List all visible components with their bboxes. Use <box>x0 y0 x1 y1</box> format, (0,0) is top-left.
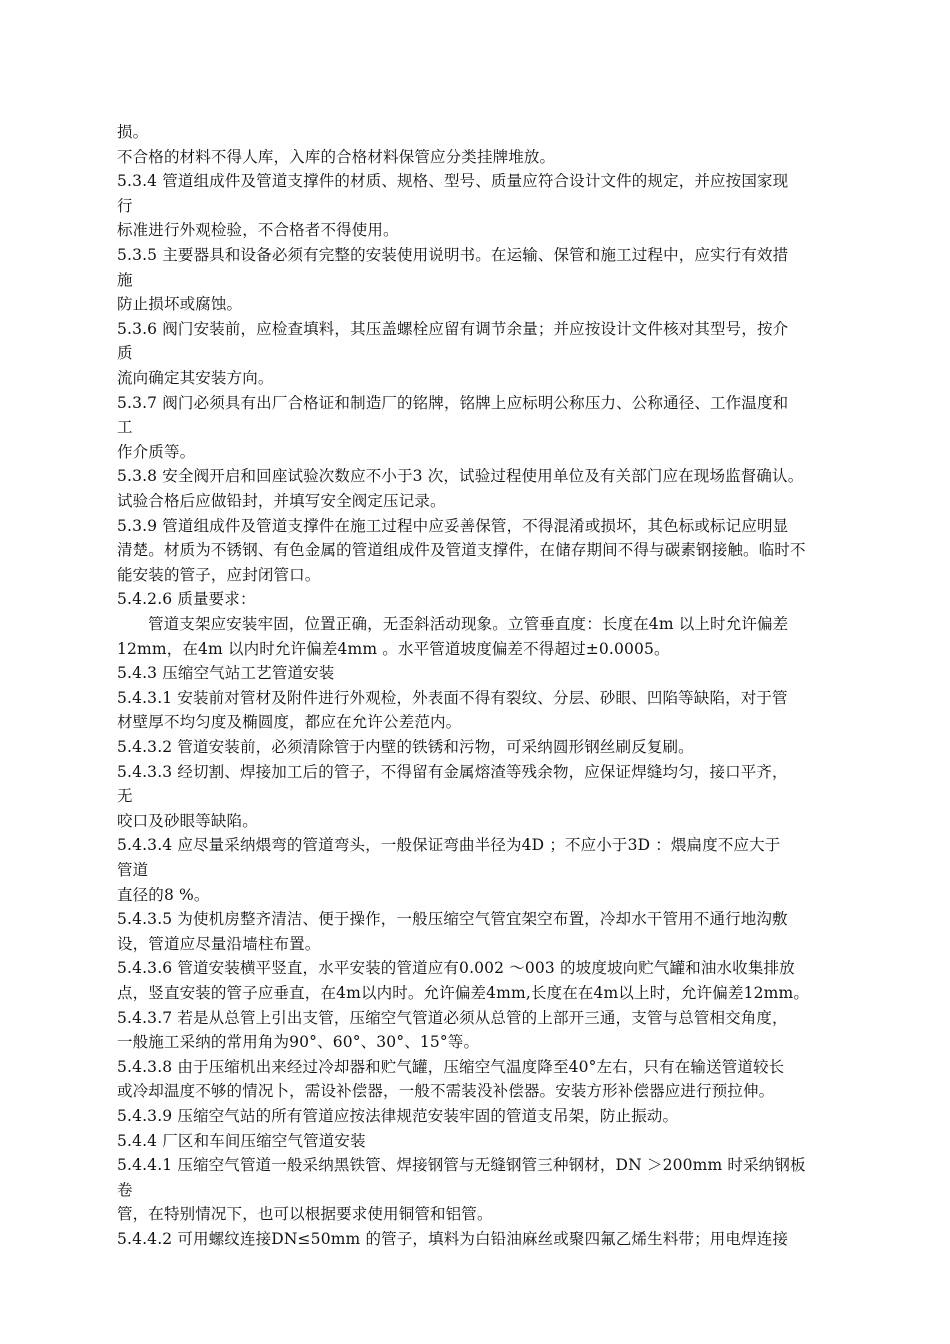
text-line: 标准进行外观检验，不合格者不得使用。 <box>117 221 399 239</box>
text-line: 管道支架应安装牢固，位置正确，无歪斜活动现象。立管垂直度：长度在4m 以上时允许偏差 <box>148 615 789 633</box>
text-line: 流向确定其安装方向。 <box>117 369 274 387</box>
text-line: 设，管道应尽量沿墙柱布置。 <box>117 935 321 953</box>
text-line: 点，竖直安装的管子应垂直，在4m以内时。允许偏差4mm,长度在在4m以上时，允许偏差12mm。 <box>117 984 809 1002</box>
text-line: 管，在特别情况下，也可以根据要求使用铜管和铝管。 <box>117 1205 493 1223</box>
text-line: 5.4.2.6 质量要求： <box>117 590 256 608</box>
text-line: 能安装的管子，应封闭管口。 <box>117 566 321 584</box>
text-line: 5.3.7 阀门必须具有出厂合格证和制造厂的铭牌，铭牌上应标明公称压力、公称通径、工作温度和 <box>117 394 789 412</box>
text-line: 5.4.3.1 安装前对管材及附件进行外观检，外表面不得有裂纹、分层、砂眼、凹陷等缺陷，对于管 <box>117 689 788 707</box>
text-line: 咬口及砂眼等缺陷。 <box>117 812 258 830</box>
text-line: 或冷却温度不够的情况卜，需设补偿器，一般不需装没补偿器。安装方形补偿器应进行预拉伸。 <box>117 1082 775 1100</box>
text-line: 卷 <box>117 1181 133 1199</box>
text-line: 5.4.3.3 经切割、焊接加工后的管子，不得留有金属熔渣等残余物，应保证焊缝均匀，接口平齐， <box>117 763 788 781</box>
text-line: 材壁厚不均匀度及椭圆度，都应在允许公差范内。 <box>117 713 462 731</box>
text-line: 5.4.3 压缩空气站工艺管道安装 <box>117 664 335 682</box>
text-line: 管道 <box>117 861 149 879</box>
text-line: 5.4.3.2 管道安装前，必须清除管于内壁的铁锈和污物，可采纳圆形钢丝刷反复刷。 <box>117 738 694 756</box>
text-line: 5.4.3.4 应尽量采纳煨弯的管道弯头，一般保证弯曲半径为4D ；不应小于3D ：煨扁度不应大于 <box>117 836 781 854</box>
text-line: 清楚。材质为不锈钢、有色金属的管道组成件及管道支撑件，在储存期间不得与碳素钢接触。临时不 <box>117 541 806 559</box>
text-line: 5.4.4.2 可用螺纹连接DN≤50mm 的管子，填料为白铅油麻丝或聚四氟乙烯生料带；用电焊连接 <box>117 1230 789 1248</box>
text-line: 5.3.4 管道组成件及管道支撑件的材质、规格、型号、质量应符合设计文件的规定，并应按国家现 <box>117 172 789 190</box>
text-line: 5.4.4.1 压缩空气管道一般采纳黑铁管、焊接钢管与无缝钢管三种钢材，DN ＞200mm 时采纳钢板 <box>117 1156 806 1174</box>
text-line: 质 <box>117 344 133 362</box>
text-line: 一般施工采纳的常用角为90°、60°、30°、15°等。 <box>117 1033 480 1051</box>
text-line: 损。 <box>117 123 149 141</box>
text-line: 5.4.3.7 若是从总管上引出支管，压缩空气管道必须从总管的上部开三通，支管与总管相交角度， <box>117 1009 788 1027</box>
text-line: 防止损坏或腐蚀。 <box>117 295 243 313</box>
text-line: 工 <box>117 418 133 436</box>
text-line: 5.3.5 主要器具和设备必须有完整的安装使用说明书。在运输、保管和施工过程中，应实行有效措 <box>117 246 789 264</box>
text-line: 5.4.3.6 管道安装横平竖直，水平安装的管道应有0.002 ～003 的坡度坡向贮气罐和油水收集排放 <box>117 959 795 977</box>
text-line: 5.3.8 安全阀开启和回座试验次数应不小于3 次，试验过程使用单位及有关部门应在现场监督确认。 <box>117 467 804 485</box>
text-line: 5.4.3.9 压缩空气站的所有管道应按法律规范安装牢固的管道支吊架，防止振动。 <box>117 1107 679 1125</box>
text-line: 12mm，在4m 以内时允许偏差4mm 。水平管道坡度偏差不得超过±0.0005。 <box>117 640 670 658</box>
text-line: 无 <box>117 787 133 805</box>
text-line: 5.4.3.5 为使机房整齐清洁、便于操作，一般压缩空气管宜架空布置，冷却水干管用不通行地沟敷 <box>117 910 788 928</box>
text-line: 5.3.6 阀门安装前，应检查填料，其压盖螺栓应留有调节余量；并应按设计文件核对其型号，按介 <box>117 320 789 338</box>
text-line: 作介质等。 <box>117 443 196 461</box>
text-line: 5.4.3.8 由于压缩机出来经过冷却器和贮气罐，压缩空气温度降至40°左右，只有在输送管道较长 <box>117 1058 785 1076</box>
text-line: 行 <box>117 197 133 215</box>
text-line: 5.3.9 管道组成件及管道支撑件在施工过程中应妥善保管，不得混淆或损坏，其色标或标记应明显 <box>117 517 789 535</box>
text-line: 施 <box>117 271 133 289</box>
text-line: 不合格的材料不得人库，入库的合格材料保管应分类挂牌堆放。 <box>117 148 556 166</box>
text-line: 试验合格后应做铅封，并填写安全阀定压记录。 <box>117 492 446 510</box>
text-line: 直径的8 %。 <box>117 886 210 904</box>
text-line: 5.4.4 厂区和车间压缩空气管道安装 <box>117 1132 366 1150</box>
